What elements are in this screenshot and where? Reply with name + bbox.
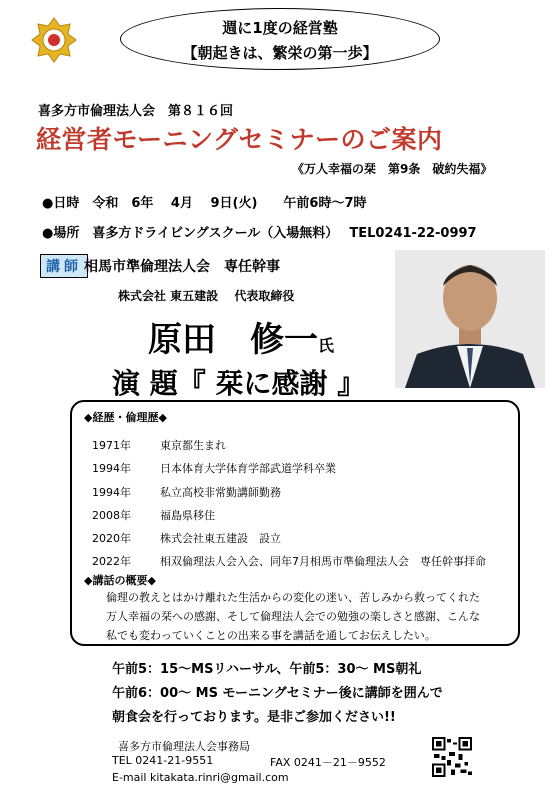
history-row [92, 437, 226, 453]
summary-line: 私でも変わっていくことの出来る事を講話を通してお伝えしたい。 [106, 629, 436, 642]
summary-line: 万人幸福の栞への感謝、そして倫理法人会での勉強の楽しさと感謝、こんな [106, 610, 480, 623]
history-text: 福島県移住 [160, 509, 215, 522]
lecturer-org: 相馬市準倫理法人会 専任幹事 [84, 259, 280, 275]
history-year: 2022年 [92, 555, 131, 568]
lecturer-name [148, 312, 334, 361]
header-oval [120, 8, 440, 70]
qr-code-icon[interactable] [432, 737, 472, 777]
history-text: 私立高校非常勤講師勤務 [160, 486, 281, 499]
history-row [92, 530, 281, 546]
history-text: 株式会社東五建設 設立 [160, 532, 281, 545]
schedule-line-1: 午前5：15～MSリハーサル、午前5：30～ MS朝礼 [112, 662, 422, 677]
history-year: 1994年 [92, 462, 131, 475]
summary-body [106, 588, 480, 645]
history-heading: ◆経歴・倫理歴◆ [84, 411, 167, 424]
history-year: 2020年 [92, 532, 131, 545]
oval-line-1: 週に1度の経営塾 [222, 19, 338, 37]
summary-line: 倫理の教えとはかけ離れた生活からの変化の迷い、苦しみから救ってくれた [106, 591, 480, 604]
org-line: 喜多方市倫理法人会 第８１６回 [38, 104, 234, 119]
lecturer-honorific: 氏 [318, 336, 335, 355]
lecturer-company: 株式会社 東五建設 代表取締役 [118, 289, 295, 303]
history-text: 日本体育大学体育学部武道学科卒業 [160, 462, 336, 475]
lecture-topic: 演 題『 栞に感謝 』 [112, 367, 366, 400]
history-text: 東京都生まれ [160, 439, 226, 452]
office-fax: FAX 0241－21－9552 [270, 756, 386, 769]
history-text: 相双倫理法人会入会、同年7月相馬市準倫理法人会 専任幹事拝命 [160, 555, 486, 568]
schedule-line-3: 朝食会を行っております。是非ご参加ください!! [112, 710, 396, 725]
schedule-line-2: 午前6：00～ MS モーニングセミナー後に講師を囲んで [112, 686, 443, 701]
place-line: ●場所 喜多方ドライビングスクール（入場無料） TEL0241-22-0997 [42, 226, 477, 241]
history-row [92, 460, 336, 476]
history-row [92, 484, 281, 500]
lecturer-badge: 講師 [40, 254, 88, 278]
history-year: 2008年 [92, 509, 131, 522]
history-row [92, 553, 486, 569]
page-title: 経営者モーニングセミナーのご案内 [36, 125, 443, 154]
lecturer-name-text: 原田 修一 [148, 320, 318, 360]
office-name: 喜多方市倫理法人会事務局 [118, 740, 250, 753]
history-year: 1994年 [92, 486, 131, 499]
summary-heading: ◆講話の概要◆ [84, 574, 156, 587]
office-email: E-mail kitakata.rinri@gmail.com [112, 771, 289, 784]
history-row [92, 507, 215, 523]
subtitle: 《万人幸福の栞 第9条 破約失福》 [292, 162, 493, 176]
oval-line-2: 【朝起きは、繁栄の第一歩】 [182, 44, 378, 62]
date-line: ●日時 令和 6年 4月 9日(火) 午前6時～7時 [42, 196, 367, 211]
history-year: 1971年 [92, 439, 131, 452]
organization-logo-icon [30, 16, 78, 64]
office-tel: TEL 0241-21-9551 [112, 754, 214, 767]
lecturer-photo [395, 250, 545, 388]
